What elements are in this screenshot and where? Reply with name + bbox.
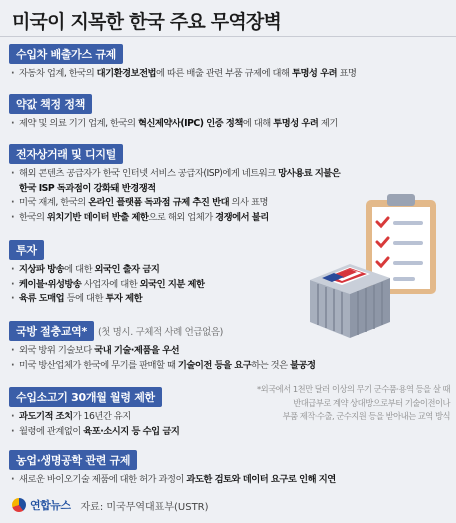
list-item: · 제약 및 의료 기기 업계, 한국의 혁신제약사(IPC) 인증 정책에 대해 투명성 우려 제기 [9,117,449,132]
list-item: · 미국 방산업체가 한국에 무기를 판매할 때 기술이전 등을 요구하는 것은 불공정 [9,359,449,374]
list-item: · 월령에 관계없이 육포·소시지 등 수입 금지 [9,425,449,440]
section-agri-biotech [9,449,449,488]
section-heading: 수입차 배출가스 규제 [9,44,123,64]
section-drug-pricing [9,93,449,132]
page-title: 미국이 지목한 한국 주요 무역장벽 [12,11,282,33]
list-item: · 자동차 업계, 한국의 대기환경보전법에 따른 배출 관련 부품 규제에 대해 투명성 우려 표명 [9,67,449,82]
footnote [246,383,450,424]
list-item: · 케이블·위성방송 사업자에 대한 외국인 지분 제한 [9,278,449,293]
list-item: · 과도기적 조치가 16년간 유지 [9,410,449,425]
footnote-line: 반대급부로 계약 상대방으로부터 기술이전이나 [293,397,450,408]
footer [12,497,209,513]
logo-text: 연합뉴스 [30,499,71,512]
title-divider [0,36,456,37]
list-item: · 미국 재계, 한국의 온라인 플랫폼 독과점 규제 추진 반대 의사 표명 [9,196,449,211]
yonhap-logo-icon [12,498,26,512]
source-text: 자료: 미국무역대표부(USTR) [80,501,209,513]
list-item: · 육류 도매업 등에 대한 투자 제한 [9,292,449,307]
list-item: · 해외 콘텐츠 공급자가 한국 인터넷 서비스 공급자(ISP)에게 네트워크 망사용료 지불은 [9,167,449,182]
footnote-line: 부품 제작·수출, 군수지원 등을 받아내는 교역 방식 [282,411,450,421]
us-flag-shipping-container-icon [302,254,397,344]
section-heading: 농업·생명공학 관련 규제 [9,450,137,470]
section-emission-regulation [9,43,449,82]
list-item: · 새로운 바이오기술 제품에 대한 허가 과정이 과도한 검토와 데이터 요구로 인해 지연 [9,473,449,488]
list-item: · 한국의 위치기반 데이터 반출 제한으로 해외 업체가 경쟁에서 불리 [9,211,449,226]
section-heading: 전자상거래 및 디지털 [9,144,123,164]
list-item: 한국 ISP 독과점이 강화돼 반경쟁적 [19,182,156,194]
list-item: · 외국 방위 기술보다 국내 기술·제품을 우선 [9,344,449,359]
section-heading: 국방 절충교역* [9,321,94,341]
section-heading: 약값 책정 정책 [9,94,92,114]
footnote-line: *외국에서 1천만 달러 이상의 무기 군수품·용역 등을 살 때 [257,384,450,394]
section-note: (첫 명시. 구체적 사례 언급없음) [97,327,223,338]
section-heading: 투자 [9,240,44,260]
section-heading: 수입소고기 30개월 월령 제한 [9,387,162,407]
list-item: · 지상파 방송에 대한 외국인 출자 금지 [9,263,449,278]
